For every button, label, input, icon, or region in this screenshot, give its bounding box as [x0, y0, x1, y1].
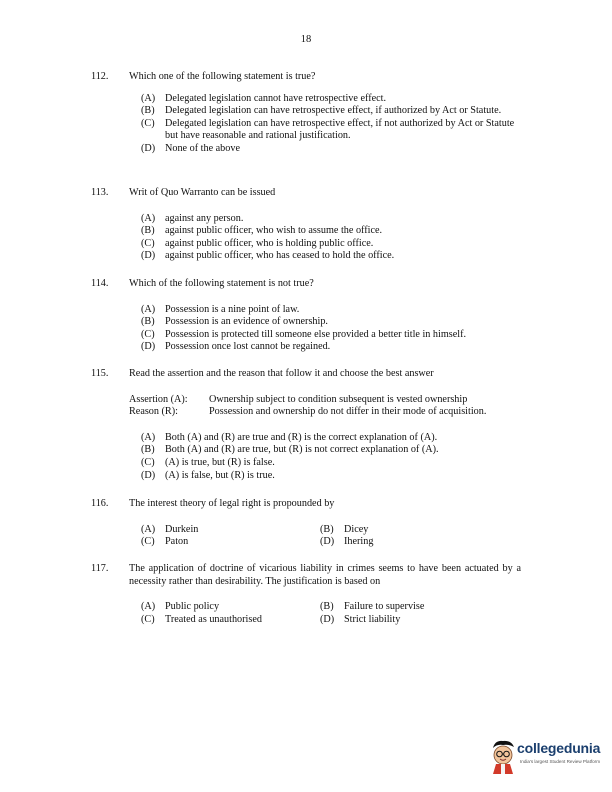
option-d: (D) Possession once lost cannot be regained.: [141, 341, 331, 353]
question-number: 113.: [91, 187, 109, 198]
option-c: (C) Treated as unauthorised: [141, 613, 262, 625]
page-number: 18: [300, 34, 312, 45]
option-b: (B) Both (A) and (R) are true, but (R) is not correct explanation of (A).: [141, 444, 439, 456]
question-text: The application of doctrine of vicarious liability in crimes seems to have been actuated by a necessity rather than desirability. The justification is based on: [129, 563, 521, 587]
option-d: (D) Ihering: [320, 536, 374, 548]
logo-tagline: India's largest Student Review Platform: [520, 759, 601, 764]
question-text: Writ of Quo Warranto can be issued: [129, 187, 276, 198]
question-115: [91, 368, 521, 482]
option-c: (C) Delegated legislation can have retrospective effect, if not authorized by Act or Statute but have reasonable and rational justification.: [141, 117, 515, 142]
option-a: (A) Both (A) and (R) are true and (R) is the correct explanation of (A).: [141, 431, 438, 443]
option-c: (C) Possession is protected till someone else provided a better title in himself.: [141, 328, 467, 340]
question-116: [91, 498, 521, 549]
option-d: (D) (A) is false, but (R) is true.: [141, 469, 275, 481]
option-d: (D) against public officer, who has ceased to hold the office.: [141, 250, 395, 262]
option-b: (B) Dicey: [320, 523, 369, 535]
question-text: The interest theory of legal right is propounded by: [129, 498, 335, 509]
options-grid: [141, 524, 521, 549]
options-grid: [141, 601, 521, 626]
question-112: [91, 71, 521, 156]
option-d: (D) None of the above: [141, 142, 240, 154]
reason-row: Reason (R): Possession and ownership do not differ in their mode of acquisition.: [129, 406, 487, 418]
question-117: [91, 563, 521, 626]
option-c: (C) against public officer, who is holding public office.: [141, 237, 374, 249]
question-113: [91, 187, 521, 263]
question-114: [91, 278, 521, 354]
option-d: (D) Strict liability: [320, 613, 401, 625]
options-list: [141, 213, 521, 263]
options-list: [141, 304, 521, 354]
question-text: Which of the following statement is not true?: [129, 278, 314, 289]
question-number: 115.: [91, 368, 109, 379]
option-c: (C) (A) is true, but (R) is false.: [141, 456, 275, 468]
collegedunia-logo[interactable]: [489, 736, 599, 776]
option-a: (A) Durkein: [141, 523, 199, 535]
option-b: (B) Delegated legislation can have retrospective effect, if authorized by Act or Statute.: [141, 105, 502, 117]
option-b: (B) Failure to supervise: [320, 601, 425, 613]
question-number: 114.: [91, 278, 109, 289]
option-a: (A) Delegated legislation cannot have retrospective effect.: [141, 92, 387, 104]
options-list: [141, 432, 521, 482]
option-a: (A) Possession is a nine point of law.: [141, 303, 300, 315]
question-number: 117.: [91, 563, 109, 574]
mascot-icon: [489, 736, 519, 776]
question-number: 116.: [91, 498, 109, 509]
option-a: (A) Public policy: [141, 601, 220, 613]
option-a: (A) against any person.: [141, 212, 244, 224]
question-text: Which one of the following statement is true?: [129, 71, 316, 82]
options-list: [141, 93, 521, 156]
question-number: 112.: [91, 71, 109, 82]
option-b: (B) Possession is an evidence of ownership.: [141, 316, 328, 328]
option-c: (C) Paton: [141, 536, 189, 548]
option-b: (B) against public officer, who wish to assume the office.: [141, 225, 383, 237]
assertion-reason: [129, 394, 521, 419]
assertion-row: Assertion (A): Ownership subject to condition subsequent is vested ownership: [129, 393, 468, 405]
logo-wordmark: collegedunia: [517, 740, 601, 756]
question-text: Read the assertion and the reason that follow it and choose the best answer: [129, 368, 434, 379]
